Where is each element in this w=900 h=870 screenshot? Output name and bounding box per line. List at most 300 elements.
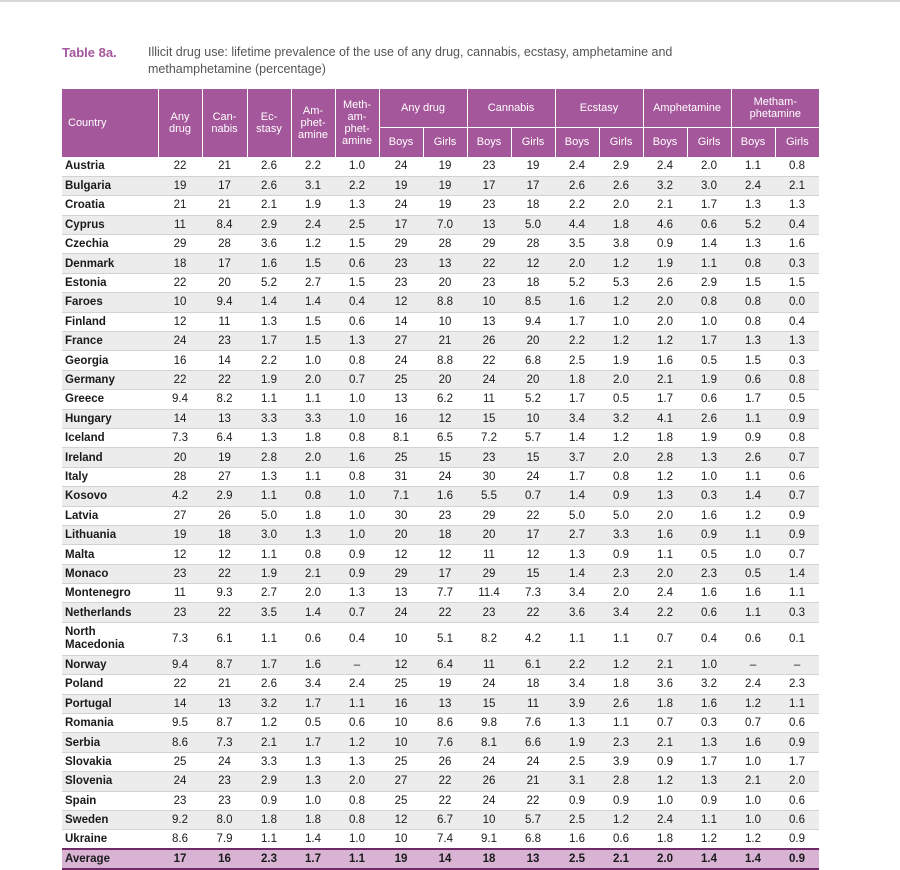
value-cell: 0.6 bbox=[731, 622, 775, 655]
value-cell: 18 bbox=[423, 525, 467, 544]
value-cell: 3.6 bbox=[247, 235, 291, 254]
value-cell: 11 bbox=[467, 545, 511, 564]
value-cell: 22 bbox=[158, 675, 202, 694]
value-cell: 12 bbox=[423, 409, 467, 428]
table-row bbox=[62, 273, 819, 292]
value-cell: 2.6 bbox=[555, 176, 599, 195]
value-cell: 0.7 bbox=[775, 487, 819, 506]
value-cell: 1.1 bbox=[775, 584, 819, 603]
header-girls: Girls bbox=[775, 127, 819, 157]
value-cell: 1.5 bbox=[291, 332, 335, 351]
value-cell: 8.6 bbox=[423, 714, 467, 733]
value-cell: 12 bbox=[379, 293, 423, 312]
value-cell: 2.0 bbox=[643, 506, 687, 525]
value-cell: 1.0 bbox=[335, 830, 379, 849]
value-cell: 2.9 bbox=[202, 487, 247, 506]
value-cell: 17 bbox=[202, 176, 247, 195]
value-cell: 2.5 bbox=[555, 811, 599, 830]
value-cell: 0.6 bbox=[775, 811, 819, 830]
value-cell: 0.7 bbox=[775, 545, 819, 564]
value-cell: 2.1 bbox=[291, 564, 335, 583]
value-cell: 18 bbox=[511, 675, 555, 694]
table-row bbox=[62, 312, 819, 331]
value-cell: 24 bbox=[379, 603, 423, 622]
value-cell: 2.7 bbox=[555, 525, 599, 544]
value-cell: 3.4 bbox=[599, 603, 643, 622]
value-cell: 1.7 bbox=[555, 467, 599, 486]
average-cell: 2.3 bbox=[247, 849, 291, 869]
value-cell: 7.2 bbox=[467, 428, 511, 447]
value-cell: 1.8 bbox=[291, 811, 335, 830]
value-cell: 26 bbox=[423, 752, 467, 771]
value-cell: 0.5 bbox=[599, 390, 643, 409]
value-cell: 0.9 bbox=[335, 564, 379, 583]
value-cell: 28 bbox=[423, 235, 467, 254]
value-cell: 20 bbox=[511, 370, 555, 389]
header-girls: Girls bbox=[423, 127, 467, 157]
value-cell: 30 bbox=[467, 467, 511, 486]
value-cell: 22 bbox=[511, 603, 555, 622]
value-cell: 11 bbox=[511, 694, 555, 713]
value-cell: 9.5 bbox=[158, 714, 202, 733]
value-cell: 2.8 bbox=[247, 448, 291, 467]
value-cell: 0.7 bbox=[731, 714, 775, 733]
country-cell: Poland bbox=[62, 675, 158, 694]
table-row bbox=[62, 487, 819, 506]
value-cell: 1.3 bbox=[731, 235, 775, 254]
value-cell: 1.9 bbox=[643, 254, 687, 273]
value-cell: 23 bbox=[158, 564, 202, 583]
value-cell: 0.6 bbox=[731, 370, 775, 389]
value-cell: 1.6 bbox=[687, 694, 731, 713]
value-cell: 1.9 bbox=[687, 428, 731, 447]
value-cell: 0.4 bbox=[335, 293, 379, 312]
value-cell: 5.2 bbox=[731, 215, 775, 234]
value-cell: 1.2 bbox=[599, 332, 643, 351]
value-cell: 2.8 bbox=[643, 448, 687, 467]
value-cell: 8.1 bbox=[467, 733, 511, 752]
country-cell: Ukraine bbox=[62, 830, 158, 849]
value-cell: 0.3 bbox=[775, 254, 819, 273]
value-cell: 1.6 bbox=[687, 584, 731, 603]
value-cell: 0.6 bbox=[599, 830, 643, 849]
value-cell: 1.5 bbox=[335, 273, 379, 292]
value-cell: 8.2 bbox=[202, 390, 247, 409]
value-cell: 3.5 bbox=[555, 235, 599, 254]
value-cell: 20 bbox=[467, 525, 511, 544]
value-cell: 7.0 bbox=[423, 215, 467, 234]
value-cell: 9.4 bbox=[511, 312, 555, 331]
value-cell: 0.8 bbox=[731, 293, 775, 312]
value-cell: 0.9 bbox=[643, 752, 687, 771]
value-cell: 0.8 bbox=[335, 428, 379, 447]
value-cell: 0.3 bbox=[687, 714, 731, 733]
value-cell: 1.1 bbox=[247, 390, 291, 409]
value-cell: 2.4 bbox=[731, 675, 775, 694]
value-cell: 8.8 bbox=[423, 293, 467, 312]
value-cell: 1.1 bbox=[247, 830, 291, 849]
value-cell: 22 bbox=[467, 254, 511, 273]
value-cell: 21 bbox=[423, 332, 467, 351]
value-cell: 24 bbox=[511, 752, 555, 771]
value-cell: 0.7 bbox=[511, 487, 555, 506]
value-cell: 7.3 bbox=[202, 733, 247, 752]
value-cell: 5.2 bbox=[511, 390, 555, 409]
value-cell: 5.5 bbox=[467, 487, 511, 506]
value-cell: 24 bbox=[467, 791, 511, 810]
value-cell: 1.3 bbox=[775, 196, 819, 215]
group-methamphetamine: Metham-phetamine bbox=[731, 89, 819, 127]
table-row bbox=[62, 772, 819, 791]
value-cell: 0.6 bbox=[687, 603, 731, 622]
value-cell: 4.6 bbox=[643, 215, 687, 234]
value-cell: 19 bbox=[423, 176, 467, 195]
value-cell: 1.3 bbox=[335, 332, 379, 351]
country-cell: Latvia bbox=[62, 506, 158, 525]
header-ecstasy: Ec-stasy bbox=[247, 89, 291, 157]
value-cell: 1.0 bbox=[687, 312, 731, 331]
value-cell: 6.2 bbox=[423, 390, 467, 409]
value-cell: 3.4 bbox=[555, 584, 599, 603]
value-cell: 1.6 bbox=[731, 733, 775, 752]
header-boys: Boys bbox=[555, 127, 599, 157]
country-cell: Romania bbox=[62, 714, 158, 733]
value-cell: 2.5 bbox=[335, 215, 379, 234]
value-cell: 5.2 bbox=[247, 273, 291, 292]
value-cell: 0.8 bbox=[291, 487, 335, 506]
value-cell: 1.7 bbox=[687, 332, 731, 351]
value-cell: 0.9 bbox=[555, 791, 599, 810]
table-row bbox=[62, 390, 819, 409]
value-cell: 1.6 bbox=[687, 506, 731, 525]
country-cell: Ireland bbox=[62, 448, 158, 467]
value-cell: 2.1 bbox=[643, 733, 687, 752]
average-cell: 17 bbox=[158, 849, 202, 869]
value-cell: 6.1 bbox=[511, 655, 555, 674]
value-cell: 31 bbox=[379, 467, 423, 486]
value-cell: 0.7 bbox=[775, 448, 819, 467]
value-cell: 28 bbox=[511, 235, 555, 254]
table-row bbox=[62, 428, 819, 447]
value-cell: 11.4 bbox=[467, 584, 511, 603]
country-cell: Czechia bbox=[62, 235, 158, 254]
value-cell: 1.0 bbox=[731, 811, 775, 830]
value-cell: 8.0 bbox=[202, 811, 247, 830]
value-cell: 5.7 bbox=[511, 428, 555, 447]
table-row bbox=[62, 791, 819, 810]
value-cell: 0.8 bbox=[731, 312, 775, 331]
value-cell: 23 bbox=[467, 157, 511, 176]
value-cell: 5.0 bbox=[511, 215, 555, 234]
country-cell: Kosovo bbox=[62, 487, 158, 506]
value-cell: 23 bbox=[202, 772, 247, 791]
value-cell: 0.8 bbox=[335, 811, 379, 830]
value-cell: 2.9 bbox=[247, 772, 291, 791]
value-cell: 2.0 bbox=[643, 293, 687, 312]
value-cell: 2.2 bbox=[555, 332, 599, 351]
value-cell: 10 bbox=[511, 409, 555, 428]
value-cell: 19 bbox=[158, 525, 202, 544]
value-cell: 7.6 bbox=[423, 733, 467, 752]
group-any-drug: Any drug bbox=[379, 89, 467, 127]
value-cell: 1.3 bbox=[335, 584, 379, 603]
value-cell: 1.8 bbox=[643, 830, 687, 849]
value-cell: 3.0 bbox=[687, 176, 731, 195]
header-girls: Girls bbox=[511, 127, 555, 157]
value-cell: 1.1 bbox=[731, 525, 775, 544]
value-cell: 17 bbox=[467, 176, 511, 195]
value-cell: 1.9 bbox=[291, 196, 335, 215]
country-cell: Hungary bbox=[62, 409, 158, 428]
value-cell: 1.1 bbox=[247, 545, 291, 564]
value-cell: 1.2 bbox=[599, 254, 643, 273]
value-cell: 24 bbox=[467, 752, 511, 771]
value-cell: 2.2 bbox=[555, 196, 599, 215]
value-cell: 0.6 bbox=[335, 254, 379, 273]
value-cell: 2.0 bbox=[775, 772, 819, 791]
value-cell: 1.2 bbox=[643, 467, 687, 486]
value-cell: 1.7 bbox=[643, 390, 687, 409]
value-cell: 13 bbox=[202, 694, 247, 713]
value-cell: 1.5 bbox=[291, 312, 335, 331]
value-cell: 1.1 bbox=[291, 390, 335, 409]
value-cell: 1.4 bbox=[687, 235, 731, 254]
value-cell: 2.1 bbox=[775, 176, 819, 195]
value-cell: 10 bbox=[423, 312, 467, 331]
value-cell: 1.2 bbox=[643, 332, 687, 351]
value-cell: 2.1 bbox=[643, 370, 687, 389]
table-row bbox=[62, 215, 819, 234]
value-cell: 1.1 bbox=[687, 811, 731, 830]
value-cell: 1.0 bbox=[335, 525, 379, 544]
average-row bbox=[62, 849, 819, 869]
value-cell: 1.6 bbox=[643, 351, 687, 370]
value-cell: 11 bbox=[202, 312, 247, 331]
value-cell: 1.3 bbox=[291, 772, 335, 791]
value-cell: 1.5 bbox=[335, 235, 379, 254]
value-cell: 2.6 bbox=[687, 409, 731, 428]
table-row bbox=[62, 694, 819, 713]
table-row bbox=[62, 675, 819, 694]
header-methamphetamine: Meth-am-phet-amine bbox=[335, 89, 379, 157]
value-cell: 1.4 bbox=[291, 830, 335, 849]
average-cell: 0.9 bbox=[775, 849, 819, 869]
value-cell: 8.8 bbox=[423, 351, 467, 370]
value-cell: 0.9 bbox=[775, 409, 819, 428]
value-cell: 1.6 bbox=[555, 830, 599, 849]
average-cell: 13 bbox=[511, 849, 555, 869]
value-cell: 2.0 bbox=[291, 448, 335, 467]
value-cell: 4.2 bbox=[511, 622, 555, 655]
value-cell: 1.6 bbox=[291, 655, 335, 674]
country-cell: Norway bbox=[62, 655, 158, 674]
header-boys: Boys bbox=[643, 127, 687, 157]
table-row bbox=[62, 157, 819, 176]
value-cell: 2.9 bbox=[599, 157, 643, 176]
value-cell: 1.6 bbox=[335, 448, 379, 467]
value-cell: 2.0 bbox=[643, 312, 687, 331]
country-cell: Montenegro bbox=[62, 584, 158, 603]
value-cell: 6.4 bbox=[202, 428, 247, 447]
value-cell: 6.5 bbox=[423, 428, 467, 447]
value-cell: 0.9 bbox=[775, 830, 819, 849]
value-cell: 21 bbox=[202, 675, 247, 694]
value-cell: 0.8 bbox=[335, 467, 379, 486]
value-cell: 0.9 bbox=[599, 487, 643, 506]
value-cell: 12 bbox=[511, 545, 555, 564]
value-cell: 19 bbox=[202, 448, 247, 467]
value-cell: 1.7 bbox=[291, 694, 335, 713]
value-cell: 12 bbox=[379, 655, 423, 674]
value-cell: 1.1 bbox=[247, 487, 291, 506]
value-cell: 0.5 bbox=[731, 564, 775, 583]
value-cell: 19 bbox=[423, 196, 467, 215]
value-cell: 0.0 bbox=[775, 293, 819, 312]
value-cell: 19 bbox=[379, 176, 423, 195]
average-cell: 2.5 bbox=[555, 849, 599, 869]
value-cell: 1.7 bbox=[291, 733, 335, 752]
country-cell: Portugal bbox=[62, 694, 158, 713]
value-cell: 3.6 bbox=[555, 603, 599, 622]
value-cell: 0.5 bbox=[291, 714, 335, 733]
table-caption bbox=[62, 44, 842, 78]
value-cell: 1.3 bbox=[247, 467, 291, 486]
value-cell: 23 bbox=[467, 603, 511, 622]
value-cell: 13 bbox=[467, 215, 511, 234]
value-cell: 2.9 bbox=[687, 273, 731, 292]
value-cell: 12 bbox=[202, 545, 247, 564]
average-label: Average bbox=[62, 849, 158, 869]
value-cell: 1.2 bbox=[731, 830, 775, 849]
value-cell: 3.2 bbox=[599, 409, 643, 428]
value-cell: 22 bbox=[158, 370, 202, 389]
value-cell: 2.6 bbox=[599, 176, 643, 195]
value-cell: 20 bbox=[423, 370, 467, 389]
value-cell: 0.5 bbox=[687, 545, 731, 564]
country-cell: Austria bbox=[62, 157, 158, 176]
value-cell: 2.5 bbox=[555, 752, 599, 771]
value-cell: 21 bbox=[202, 196, 247, 215]
value-cell: 12 bbox=[379, 545, 423, 564]
value-cell: 1.4 bbox=[731, 487, 775, 506]
value-cell: 2.9 bbox=[247, 215, 291, 234]
value-cell: 0.6 bbox=[687, 215, 731, 234]
country-cell: Estonia bbox=[62, 273, 158, 292]
value-cell: 24 bbox=[158, 772, 202, 791]
value-cell: 1.6 bbox=[775, 235, 819, 254]
value-cell: 1.0 bbox=[687, 655, 731, 674]
value-cell: 11 bbox=[158, 215, 202, 234]
value-cell: 2.2 bbox=[291, 157, 335, 176]
value-cell: 17 bbox=[511, 176, 555, 195]
value-cell: 24 bbox=[467, 370, 511, 389]
value-cell: 27 bbox=[379, 332, 423, 351]
country-cell: Italy bbox=[62, 467, 158, 486]
value-cell: 9.2 bbox=[158, 811, 202, 830]
value-cell: 22 bbox=[511, 506, 555, 525]
table-row bbox=[62, 370, 819, 389]
value-cell: 15 bbox=[511, 448, 555, 467]
prevalence-table bbox=[62, 89, 819, 870]
value-cell: 20 bbox=[379, 525, 423, 544]
value-cell: 14 bbox=[202, 351, 247, 370]
value-cell: 8.6 bbox=[158, 830, 202, 849]
value-cell: 16 bbox=[379, 409, 423, 428]
table-row bbox=[62, 830, 819, 849]
value-cell: 1.4 bbox=[555, 564, 599, 583]
value-cell: 1.3 bbox=[555, 714, 599, 733]
value-cell: 29 bbox=[467, 506, 511, 525]
value-cell: 26 bbox=[467, 772, 511, 791]
value-cell: 2.2 bbox=[247, 351, 291, 370]
table-row bbox=[62, 176, 819, 195]
value-cell: 23 bbox=[467, 196, 511, 215]
value-cell: 1.0 bbox=[731, 791, 775, 810]
value-cell: 1.8 bbox=[247, 811, 291, 830]
value-cell: 1.0 bbox=[335, 506, 379, 525]
value-cell: 2.0 bbox=[599, 584, 643, 603]
value-cell: 2.1 bbox=[643, 196, 687, 215]
value-cell: 2.4 bbox=[335, 675, 379, 694]
value-cell: 7.3 bbox=[511, 584, 555, 603]
average-cell: 19 bbox=[379, 849, 423, 869]
value-cell: 1.1 bbox=[335, 694, 379, 713]
value-cell: 0.8 bbox=[731, 254, 775, 273]
value-cell: 8.5 bbox=[511, 293, 555, 312]
value-cell: 12 bbox=[379, 811, 423, 830]
country-cell: Cyprus bbox=[62, 215, 158, 234]
value-cell: 5.0 bbox=[555, 506, 599, 525]
value-cell: 3.5 bbox=[247, 603, 291, 622]
value-cell: 29 bbox=[467, 235, 511, 254]
value-cell: 1.3 bbox=[731, 196, 775, 215]
value-cell: 27 bbox=[202, 467, 247, 486]
value-cell: 4.2 bbox=[158, 487, 202, 506]
country-cell: Sweden bbox=[62, 811, 158, 830]
value-cell: 2.1 bbox=[643, 655, 687, 674]
value-cell: 1.5 bbox=[731, 351, 775, 370]
value-cell: 18 bbox=[202, 525, 247, 544]
value-cell: 1.1 bbox=[643, 545, 687, 564]
value-cell: 25 bbox=[379, 448, 423, 467]
value-cell: 13 bbox=[379, 584, 423, 603]
value-cell: 2.0 bbox=[599, 196, 643, 215]
average-cell: 2.0 bbox=[643, 849, 687, 869]
value-cell: 1.6 bbox=[423, 487, 467, 506]
table-row bbox=[62, 254, 819, 273]
value-cell: 24 bbox=[379, 196, 423, 215]
value-cell: 0.6 bbox=[775, 714, 819, 733]
value-cell: 22 bbox=[158, 273, 202, 292]
value-cell: 10 bbox=[379, 830, 423, 849]
value-cell: 14 bbox=[379, 312, 423, 331]
country-cell: North Macedonia bbox=[62, 622, 158, 655]
value-cell: 3.2 bbox=[687, 675, 731, 694]
value-cell: 23 bbox=[467, 448, 511, 467]
value-cell: 19 bbox=[423, 157, 467, 176]
value-cell: 24 bbox=[423, 467, 467, 486]
value-cell: 9.4 bbox=[158, 390, 202, 409]
value-cell: 11 bbox=[158, 584, 202, 603]
table-row bbox=[62, 714, 819, 733]
value-cell: 1.3 bbox=[247, 428, 291, 447]
value-cell: 0.6 bbox=[335, 714, 379, 733]
top-rule bbox=[0, 0, 900, 2]
value-cell: 23 bbox=[202, 791, 247, 810]
value-cell: 3.3 bbox=[291, 409, 335, 428]
value-cell: 23 bbox=[158, 791, 202, 810]
value-cell: 1.3 bbox=[775, 332, 819, 351]
